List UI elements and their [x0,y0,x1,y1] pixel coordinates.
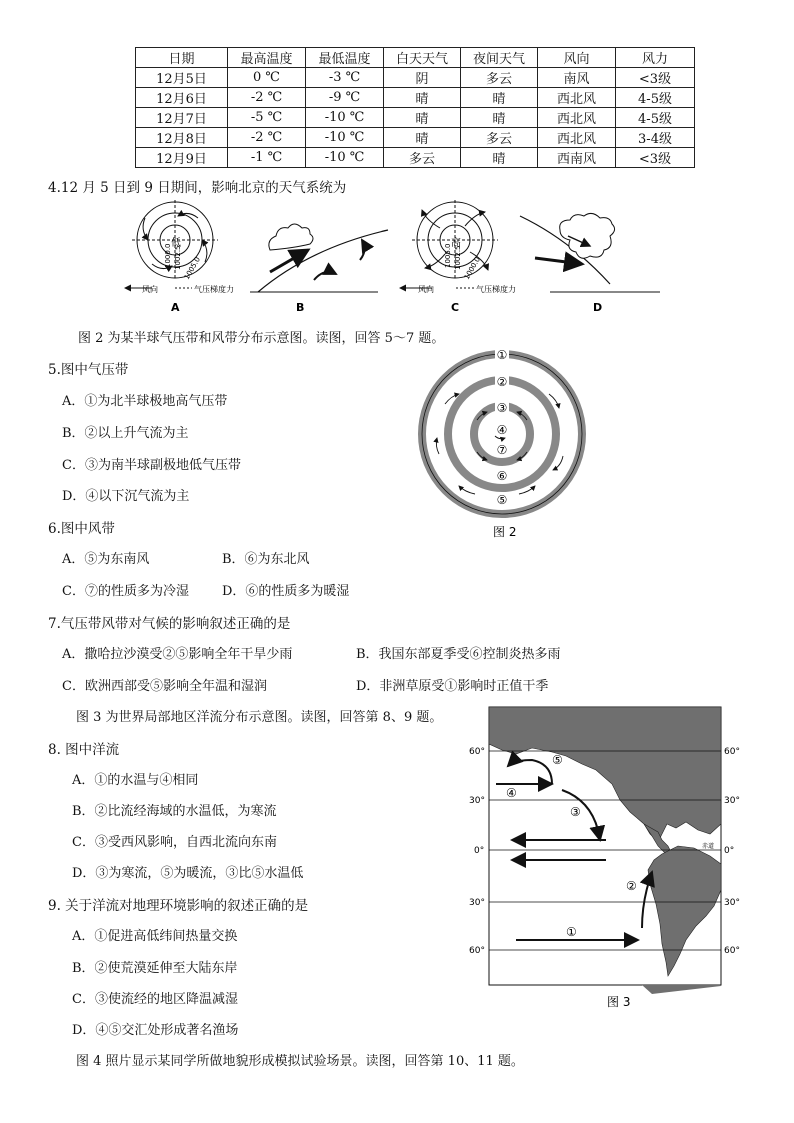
question-4-stem: 4.12 月 5 日到 9 日期间，影响北京的天气系统为 [48,180,347,196]
label-d: D [593,301,603,314]
table-cell: -5 ℃ [228,108,306,128]
table-cell: 12月7日 [136,108,228,128]
high-pressure-diagram [400,200,516,314]
ring-label-6: ⑥ [496,469,508,483]
q6-option-d[interactable]: D．⑥的性质多为暖湿 [222,584,350,599]
th-date: 日期 [136,48,228,68]
lat-label-left: 60° [469,946,485,956]
weather-systems-figure [120,200,665,318]
table-cell: 西南风 [538,148,616,168]
q7-option-d[interactable]: D．非洲草原受①影响时正值干季 [356,679,549,694]
table-cell: -10 ℃ [306,128,384,148]
weather-table [135,47,695,168]
table-cell: 晴 [384,108,461,128]
ring-label-4: ④ [496,423,508,437]
table-cell: 西北风 [538,108,616,128]
table-cell: -3 ℃ [306,68,384,88]
th-wind-force: 风力 [616,48,695,68]
question-5-stem: 5.图中气压带 [48,362,129,378]
label-a: A [171,301,180,314]
low-center-label: 低 [171,238,181,249]
q5-option-b[interactable]: B．②以上升气流为主 [62,426,189,441]
q5-option-d[interactable]: D．④以下沉气流为主 [62,489,190,504]
q7-option-b[interactable]: B．我国东部夏季受⑥控制炎热多雨 [356,647,561,662]
q8-option-a[interactable]: A．①的水温与④相同 [72,773,199,788]
low-pressure-diagram [125,200,234,314]
q6-option-b[interactable]: B．⑥为东北风 [222,552,310,567]
table-cell: 4-5级 [616,108,695,128]
table-cell: <3级 [616,68,695,88]
label-c: C [451,301,460,314]
table-cell: 12月6日 [136,88,228,108]
question-9-stem: 9. 关于洋流对地理环境影响的叙述正确的是 [48,898,309,914]
table-cell: 多云 [461,68,538,88]
table-row [136,128,695,148]
isobar-label: 1005.0 [182,255,202,281]
table-row [136,88,695,108]
pressure-belt-figure [415,344,590,542]
q5-option-c[interactable]: C．③为南半球副极地低气压带 [62,458,241,473]
table-cell: 晴 [461,148,538,168]
th-night-weather: 夜间天气 [461,48,538,68]
ring-label-5: ⑤ [496,493,508,507]
lat-label-left: 30° [469,898,485,908]
question-8-stem: 8. 图中洋流 [48,742,120,758]
current-label-1: ① [566,925,577,939]
figure-2-intro: 图 2 为某半球气压带和风带分布示意图。读图，回答 5～7 题。 [78,331,445,346]
q6-option-c[interactable]: C．⑦的性质多为冷湿 [62,584,189,599]
table-cell: 南风 [538,68,616,88]
isobar-label: 1000.0 [164,243,172,268]
th-wind-direction: 风向 [538,48,616,68]
table-cell: -2 ℃ [228,88,306,108]
table-cell: 12月9日 [136,148,228,168]
table-cell: 4-5级 [616,88,695,108]
table-header-row [136,48,695,68]
lat-label-right: 0° [724,846,735,856]
table-cell: 3-4级 [616,128,695,148]
lat-label-right: 30° [724,898,740,908]
q9-option-b[interactable]: B．②使荒漠延伸至大陆东岸 [72,961,238,976]
high-center-label: 高 [451,238,461,249]
table-cell: 12月5日 [136,68,228,88]
table-cell: 西北风 [538,128,616,148]
q9-option-d[interactable]: D．④⑤交汇处形成著名渔场 [72,1023,239,1038]
ring-label-7: ⑦ [496,443,508,457]
table-cell: <3级 [616,148,695,168]
table-row [136,68,695,88]
q9-option-a[interactable]: A．①促进高低纬间热量交换 [72,929,238,944]
equator-label: 赤道 [702,843,715,850]
question-7-stem: 7.气压带风带对气候的影响叙述正确的是 [48,616,291,632]
table-cell: 0 ℃ [228,68,306,88]
figure-2-caption: 图 2 [493,525,517,539]
th-day-weather: 白天天气 [384,48,461,68]
current-label-2: ② [626,879,637,893]
q6-option-a[interactable]: A．⑤为东南风 [62,552,150,567]
table-cell: -9 ℃ [306,88,384,108]
current-label-5: ⑤ [552,753,563,767]
q5-option-a[interactable]: A．①为北半球极地高气压带 [62,394,228,409]
q8-option-d[interactable]: D．③为寒流，⑤为暖流，③比⑤水温低 [72,866,304,881]
isobar-label: 1005.0 [444,243,452,268]
lat-label-left: 0° [474,846,485,856]
lat-label-left: 60° [469,747,485,757]
question-6-stem: 6.图中风带 [48,521,115,537]
table-cell: 12月8日 [136,128,228,148]
isobar-label: 1002.5 [454,245,462,270]
table-cell: 晴 [384,128,461,148]
q9-option-c[interactable]: C．③使流经的地区降温减湿 [72,992,238,1007]
isobar-label: 1000.0 [462,255,482,281]
table-row [136,108,695,128]
table-cell: 晴 [461,88,538,108]
q8-option-c[interactable]: C．③受西风影响，自西北流向东南 [72,835,277,850]
wind-direction-label: 风向 [418,285,434,294]
isobar-label: 1002.5 [174,245,182,270]
table-cell: 多云 [461,128,538,148]
table-cell: 西北风 [538,88,616,108]
pgf-label: 气压梯度力 [194,285,234,294]
table-cell: 多云 [384,148,461,168]
current-label-3: ③ [570,805,581,819]
th-max-temp: 最高温度 [228,48,306,68]
th-min-temp: 最低温度 [306,48,384,68]
warm-front-diagram [520,213,660,314]
figure-3-intro: 图 3 为世界局部地区洋流分布示意图。读图，回答第 8、9 题。 [76,710,443,725]
table-cell: -2 ℃ [228,128,306,148]
q7-option-c[interactable]: C．欧洲西部受⑤影响全年温和湿润 [62,679,267,694]
figure-4-intro: 图 4 照片显示某同学所做地貌形成模拟试验场景。读图，回答第 10、11 题。 [76,1054,524,1069]
lat-label-right: 60° [724,946,740,956]
cold-front-diagram [250,224,388,314]
lat-label-left: 30° [469,796,485,806]
ring-label-2: ② [496,375,508,389]
wind-direction-label: 风向 [142,285,158,294]
table-cell: 晴 [384,88,461,108]
q7-option-a[interactable]: A．撒哈拉沙漠受②⑤影响全年干旱少雨 [62,647,293,662]
current-label-4: ④ [506,786,517,800]
ocean-currents-map [462,704,762,1016]
table-cell: -10 ℃ [306,108,384,128]
ring-label-3: ③ [496,401,508,415]
table-cell: 晴 [461,108,538,128]
table-cell: -10 ℃ [306,148,384,168]
lat-label-right: 30° [724,796,740,806]
label-b: B [296,301,305,314]
ring-label-1: ① [496,348,508,362]
table-row [136,148,695,168]
pgf-label: 气压梯度力 [476,285,516,294]
q8-option-b[interactable]: B．②比流经海域的水温低，为寒流 [72,804,277,819]
lat-label-right: 60° [724,747,740,757]
table-cell: -1 ℃ [228,148,306,168]
table-cell: 阴 [384,68,461,88]
figure-3-caption: 图 3 [607,995,631,1009]
